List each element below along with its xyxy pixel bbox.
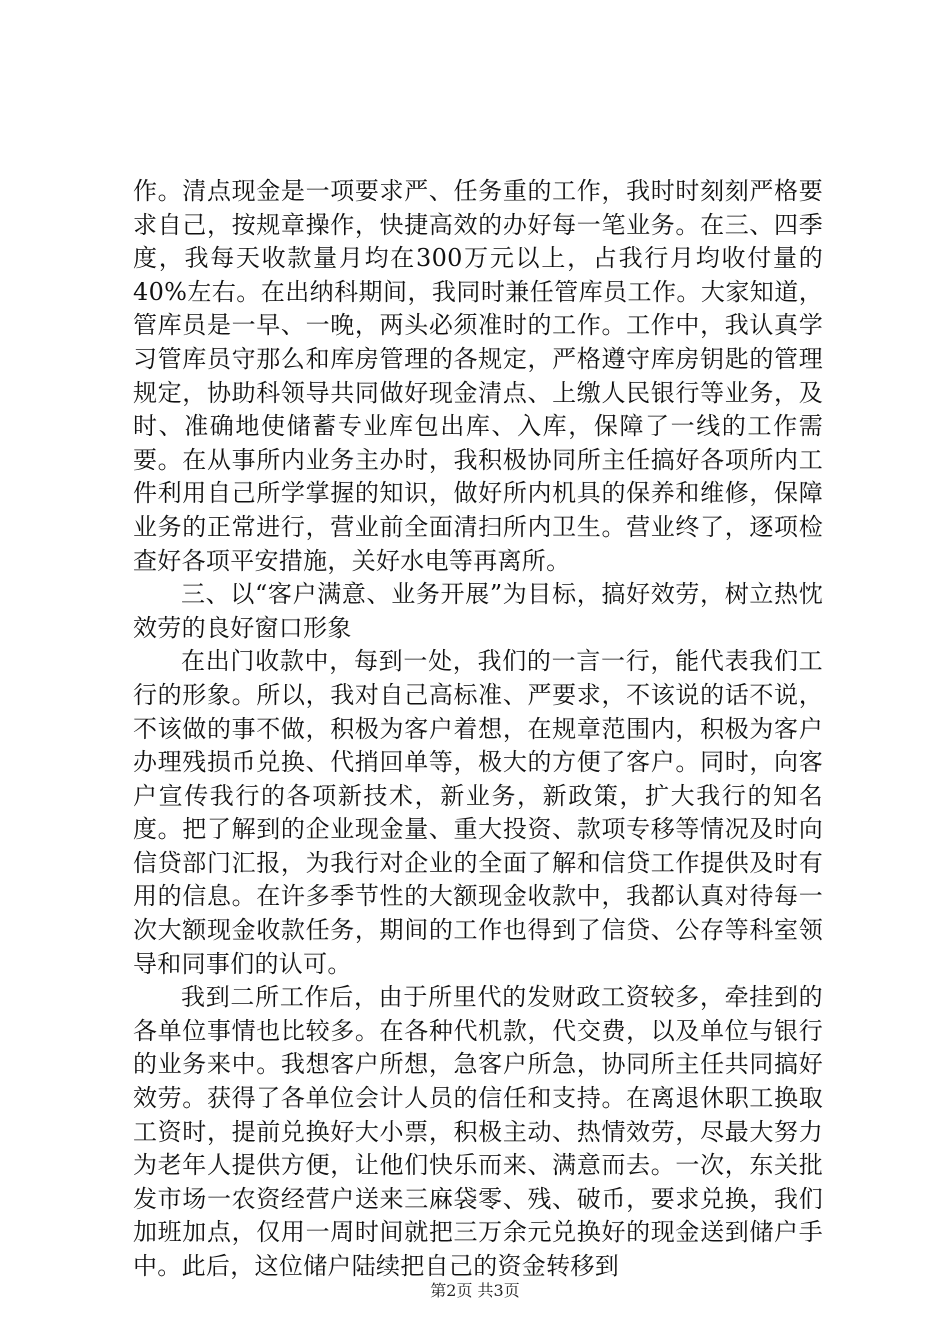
paragraph: 我到二所工作后，由于所里代的发财政工资较多，牵挂到的各单位事情也比较多。在各种代机款，代交费，以及单位与银行的业务来中。我想客户所想，急客户所急，协同所主任共同搞好效劳。获得了各单位会计人员的信任和支持。在离退休职工换取工资时，提前兑换好大小票，积极主动、热情效劳，尽最大努力为老年人提供方便，让他们快乐而来、满意而去。一次，东关批发市场一农资经营户送来三麻袋零、残、破币，要求兑换，我们加班加点，仅用一周时间就把三万余元兑换好的现金送到储户手中。此后，这位储户陆续把自己的资金转移到 [133,983,823,1280]
page-number-footer: 第2页 共3页 [430,1281,520,1300]
paragraph-continuation: 作。清点现金是一项要求严、任务重的工作，我时时刻刻严格要求自己，按规章操作，快捷高效的办好每一笔业务。在三、四季度，我每天收款量月均在300万元以上，占我行月均收付量的40%左右。在出纳科期间，我同时兼任管库员工作。大家知道，管库员是一早、一晚，两头必须准时的工作。工作中，我认真学习管库员守那么和库房管理的各规定，严格遵守库房钥匙的管理规定，协助科领导共同做好现金清点、上缴人民银行等业务，及时、准确地使储蓄专业库包出库、入库，保障了一线的工作需要。在从事所内业务主办时，我积极协同所主任搞好各项所内工件利用自己所学掌握的知识，做好所内机具的保养和维修，保障业务的正常进行，营业前全面清扫所内卫生。营业终了，逐项检查好各项平安措施，关好水电等再离所。 [133,177,823,575]
document-body [133,175,823,1284]
section-heading: 三、以“客户满意、业务开展”为目标，搞好效劳，树立热忱效劳的良好窗口形象 [133,580,823,642]
paragraph: 在出门收款中，每到一处，我们的一言一行，能代表我们工行的形象。所以，我对自己高标准、严要求，不该说的话不说，不该做的事不做，积极为客户着想，在规章范围内，积极为客户办理残损币兑换、代捎回单等，极大的方便了客户。同时，向客户宣传我行的各项新技术，新业务，新政策，扩大我行的知名度。把了解到的企业现金量、重大投资、款项专移等情况及时向信贷部门汇报，为我行对企业的全面了解和信贷工作提供及时有用的信息。在许多季节性的大额现金收款中，我都认真对待每一次大额现金收款任务，期间的工作也得到了信贷、公存等科室领导和同事们的认可。 [133,647,823,978]
